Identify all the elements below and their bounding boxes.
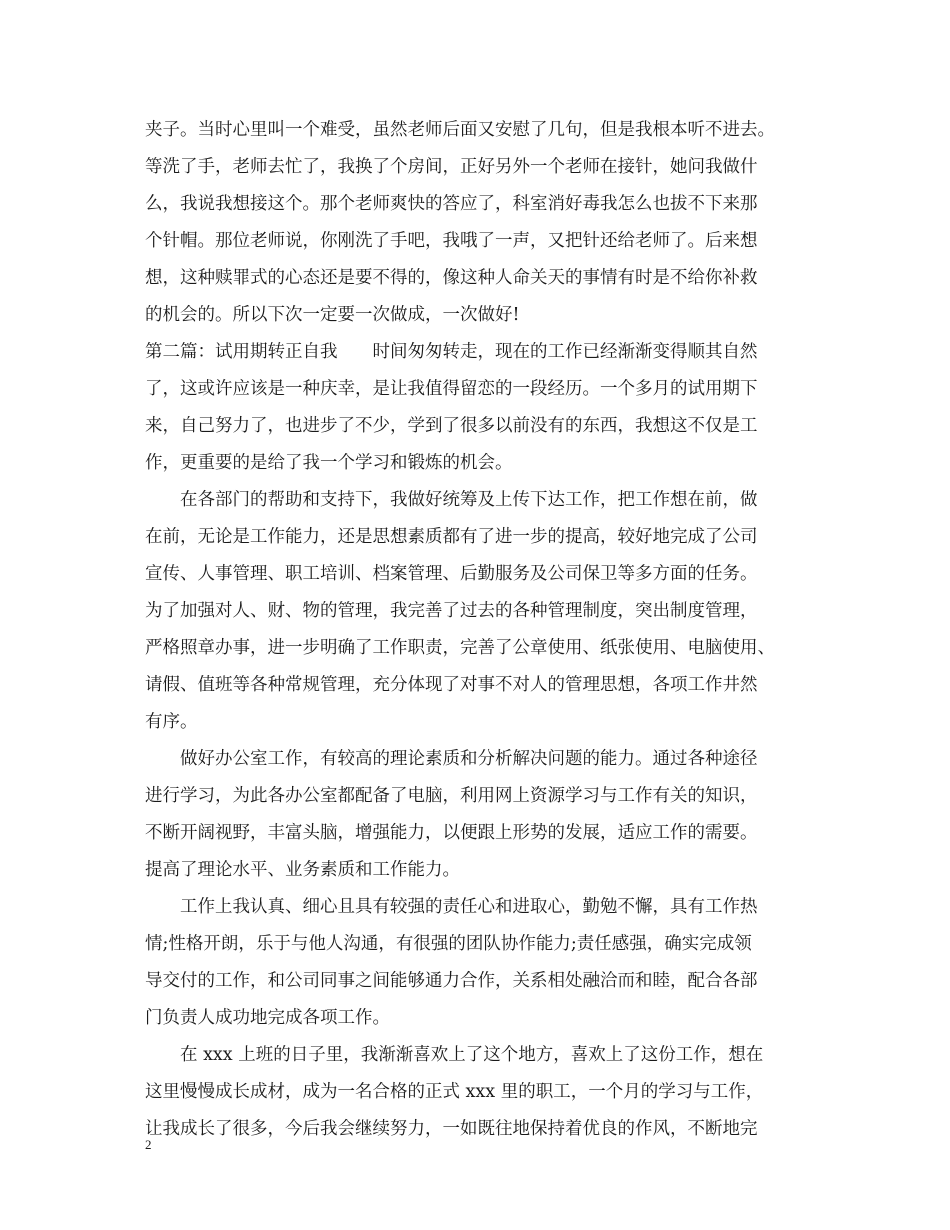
text-line: 请假、值班等各种常规管理，充分体现了对事不对人的管理思想，各项工作井然 — [145, 675, 758, 695]
text-line: 严格照章办事，进一步明确了工作职责，完善了公章使用、纸张使用、电脑使用、 — [145, 638, 775, 658]
text-line: 在各部门的帮助和支持下，我做好统筹及上传下达工作，把工作想在前，做 — [145, 490, 758, 510]
text-line: 在 xxx 上班的日子里，我渐渐喜欢上了这个地方，喜欢上了这份工作，想在 — [145, 1045, 764, 1065]
section-heading-line: 第二篇：试用期转正自我 时间匆匆转走，现在的工作已经渐渐变得顺其自然 — [145, 342, 758, 362]
text-line: 这里慢慢成长成材，成为一名合格的正式 xxx 里的职工，一个月的学习与工作， — [145, 1082, 764, 1102]
text-line: 导交付的工作，和公司同事之间能够通力合作，关系相处融洽而和睦，配合各部 — [145, 971, 758, 991]
text-line: 等洗了手，老师去忙了，我换了个房间，正好另外一个老师在接针，她问我做什 — [145, 157, 758, 177]
text-line: 门负责人成功地完成各项工作。 — [145, 1008, 390, 1028]
text-line: 有序。 — [145, 712, 198, 732]
text-line: 来，自己努力了，也进步了不少，学到了很多以前没有的东西，我想这不仅是工 — [145, 416, 758, 436]
text-line: 想，这种赎罪式的心态还是要不得的，像这种人命关天的事情有时是不给你补救 — [145, 268, 758, 288]
text-line: 不断开阔视野，丰富头脑，增强能力，以便跟上形势的发展，适应工作的需要。 — [145, 823, 758, 843]
text-line: 为了加强对人、财、物的管理，我完善了过去的各种管理制度，突出制度管理， — [145, 601, 758, 621]
body-text — [145, 112, 813, 1148]
text-line: 提高了理论水平、业务素质和工作能力。 — [145, 860, 460, 880]
text-line: 夹子。当时心里叫一个难受，虽然老师后面又安慰了几句，但是我根本听不进去。 — [145, 120, 775, 140]
text-line: 作，更重要的是给了我一个学习和锻炼的机会。 — [145, 453, 513, 473]
text-line: 么，我说我想接这个。那个老师爽快的答应了，科室消好毒我怎么也拔不下来那 — [145, 194, 758, 214]
text-line: 个针帽。那位老师说，你刚洗了手吧，我哦了一声，又把针还给老师了。后来想 — [145, 231, 758, 251]
text-line: 做好办公室工作，有较高的理论素质和分析解决问题的能力。通过各种途径 — [145, 749, 758, 769]
text-line: 在前，无论是工作能力，还是思想素质都有了进一步的提高，较好地完成了公司 — [145, 527, 758, 547]
text-line: 工作上我认真、细心且具有较强的责任心和进取心，勤勉不懈，具有工作热 — [145, 897, 758, 917]
page-number: 2 — [145, 1137, 152, 1152]
text-line: 情;性格开朗，乐于与他人沟通，有很强的团队协作能力;责任感强，确实完成领 — [145, 934, 752, 954]
text-line: 的机会的。所以下次一定要一次做成，一次做好! — [145, 305, 520, 325]
text-line: 进行学习，为此各办公室都配备了电脑，利用网上资源学习与工作有关的知识， — [145, 786, 758, 806]
text-line: 宣传、人事管理、职工培训、档案管理、后勤服务及公司保卫等多方面的任务。 — [145, 564, 758, 584]
text-line: 让我成长了很多，今后我会继续努力，一如既往地保持着优良的作风，不断地完 — [145, 1119, 758, 1139]
text-line: 了，这或许应该是一种庆幸，是让我值得留恋的一段经历。一个多月的试用期下 — [145, 379, 758, 399]
